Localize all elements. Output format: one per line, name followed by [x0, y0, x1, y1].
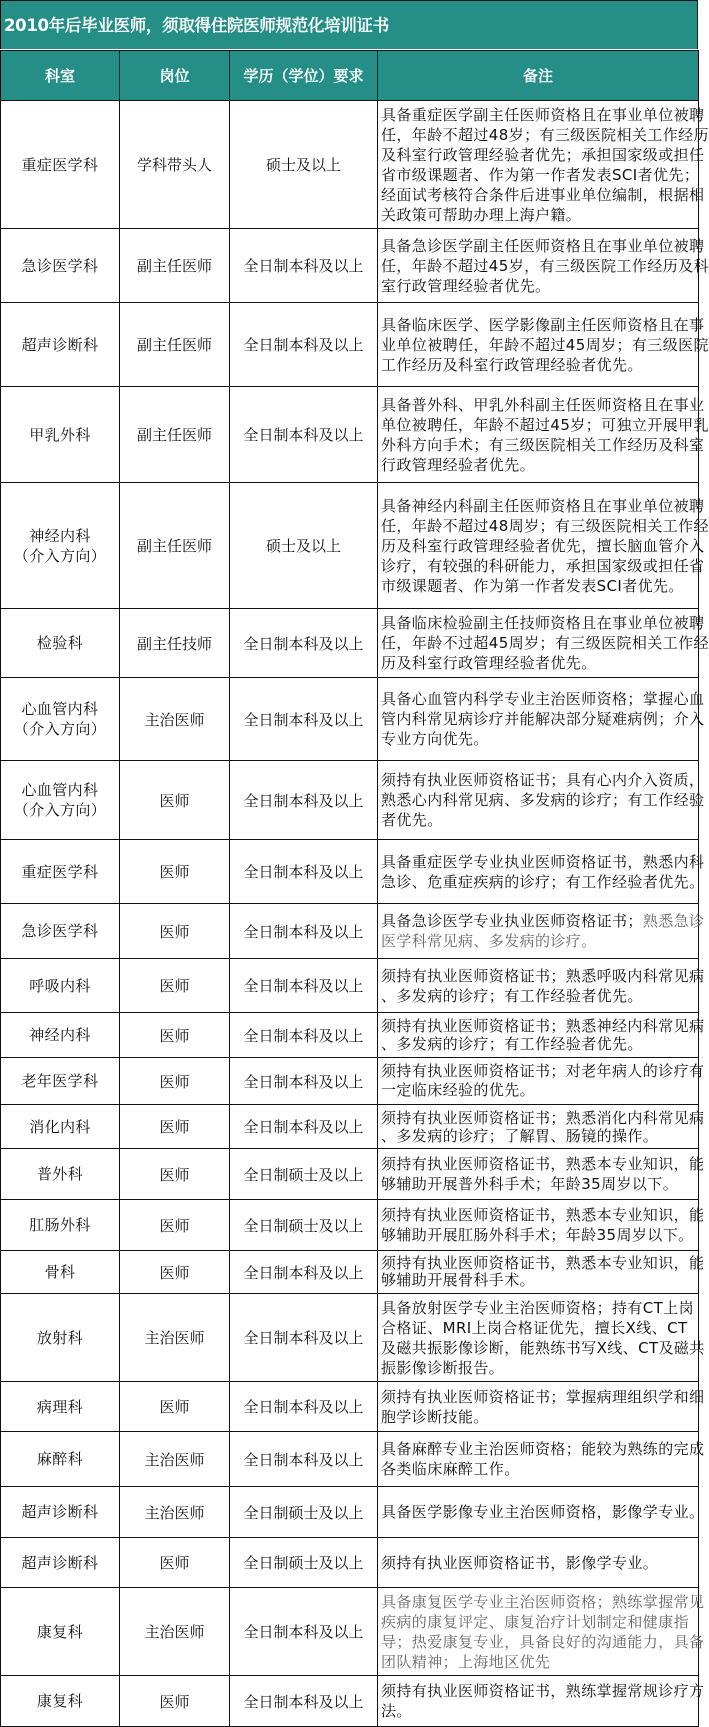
- table-row: [1, 1432, 699, 1487]
- position-cell: 医师: [120, 1058, 230, 1105]
- department-name: 心血管内科: [21, 700, 99, 718]
- department-name: （介入方向）: [13, 720, 107, 738]
- department-name: 甲乳外科: [29, 425, 91, 444]
- department-name: 超声诊断科: [21, 335, 99, 354]
- education-cell: 全日制本科及以上: [230, 840, 378, 904]
- table-row: [1, 229, 699, 303]
- remark-line: 振影像诊断报告。: [381, 1358, 505, 1377]
- position-cell: 主治医师: [120, 1432, 230, 1487]
- remark-cell: [378, 904, 705, 959]
- education-cell: 全日制本科及以上: [230, 1105, 378, 1149]
- department-name: 麻醉科: [36, 1450, 84, 1468]
- table-row: [1, 761, 699, 840]
- remark-line: 须持有执业医师资格证书，影像学专业。: [381, 1553, 659, 1572]
- table-row: [1, 1200, 699, 1251]
- department-name: 康复科: [36, 1692, 84, 1710]
- remark-cell: [378, 840, 705, 904]
- remark-line: 单位被聘任，年龄不超过45岁；可独立开展甲乳: [381, 415, 709, 434]
- table-row: [1, 1294, 699, 1382]
- remark-line: 市级课题者、作为第一作者发表SCI者优先。: [381, 576, 684, 595]
- education-cell: 全日制本科及以上: [230, 1588, 378, 1676]
- department-cell: [1, 1251, 120, 1294]
- remark-cell: [378, 1294, 705, 1382]
- position-cell: 主治医师: [120, 678, 230, 761]
- education-cell: 全日制本科及以上: [230, 387, 378, 483]
- education-cell: 全日制本科及以上: [230, 678, 378, 761]
- table-row: [1, 1251, 699, 1294]
- remark-line: 具备重症医学副主任医师资格且在事业单位被聘: [381, 105, 705, 124]
- remark-line: 具备临床医学、医学影像副主任医师资格且在事: [381, 315, 705, 334]
- remark-line: 法。: [381, 1702, 412, 1720]
- remark-line: 具备急诊医学副主任医师资格且在事业单位被聘: [381, 236, 705, 255]
- position-cell: 副主任医师: [120, 387, 230, 483]
- remark-line: 疾病的康复评定、康复治疗计划制定和健康指: [381, 1612, 690, 1631]
- remark-line: 够辅助开展普外科手术；年龄35周岁以下。: [381, 1175, 679, 1193]
- department-name: 普外科: [36, 1165, 84, 1183]
- department-cell: [1, 678, 120, 761]
- remark-text: 具备急诊医学专业执业医师资格证书；: [381, 912, 643, 930]
- department-cell: [1, 229, 120, 303]
- table-row: [1, 1058, 699, 1105]
- remark-line: 室行政管理经验者优先。: [381, 276, 551, 295]
- department-cell: [1, 1013, 120, 1058]
- department-name: 急诊医学科: [21, 922, 99, 940]
- remark-cell: [378, 1251, 705, 1294]
- department-cell: [1, 959, 120, 1013]
- remark-line: 管内科常见病诊疗并能解决部分疑难病例；介入: [381, 710, 705, 728]
- department-cell: [1, 101, 120, 229]
- education-cell: 硕士及以上: [230, 483, 378, 609]
- remark-line: 团队精神；上海地区优先: [381, 1652, 551, 1671]
- position-cell: 医师: [120, 1382, 230, 1432]
- department-name: 检验科: [36, 634, 84, 652]
- department-name: 重症医学科: [21, 155, 99, 174]
- position-cell: 副主任医师: [120, 483, 230, 609]
- position-cell: 主治医师: [120, 1588, 230, 1676]
- remark-line: 外科方向手术；有三级医院相关工作经历及科室: [381, 435, 705, 454]
- department-name: 康复科: [36, 1622, 84, 1641]
- remark-cell: [378, 1676, 705, 1727]
- remark-line: 各类临床麻醉工作。: [381, 1460, 520, 1478]
- position-cell: 副主任技师: [120, 609, 230, 678]
- remark-text-muted: 医学科常见病、多发病的诊疗。: [381, 932, 597, 950]
- remark-line: 须持有执业医师资格证书；掌握病理组织学和细: [381, 1387, 705, 1406]
- remark-cell: [378, 1013, 705, 1058]
- education-cell: 全日制本科及以上: [230, 761, 378, 840]
- education-cell: 全日制本科及以上: [230, 1294, 378, 1382]
- remark-line: 具备普外科、甲乳外科副主任医师资格且在事业: [381, 395, 705, 414]
- position-cell: 主治医师: [120, 1487, 230, 1538]
- column-header-education: 学历（学位）要求: [230, 51, 378, 101]
- department-name: 心血管内科: [21, 781, 99, 799]
- position-cell: 医师: [120, 1105, 230, 1149]
- remark-line: 急诊、危重症疾病的诊疗；有工作经验者优先。: [381, 872, 705, 891]
- remark-cell: [378, 101, 709, 229]
- department-cell: [1, 1058, 120, 1105]
- position-cell: 副主任医师: [120, 229, 230, 303]
- remark-line: 省市级课题者、作为第一作者发表SCI者优先；: [381, 165, 700, 184]
- department-cell: [1, 303, 120, 387]
- remark-line: 够辅助开展肛肠外科手术；年龄35周岁以下。: [381, 1226, 694, 1244]
- education-cell: 全日制本科及以上: [230, 1013, 378, 1058]
- remark-cell: [378, 387, 709, 483]
- remark-cell: [378, 483, 709, 609]
- remark-line: 具备临床检验副主任技师资格且在事业单位被聘: [381, 614, 705, 632]
- column-header-position: 岗位: [120, 51, 230, 101]
- education-cell: 全日制本科及以上: [230, 1382, 378, 1432]
- remark-line: 及磁共振影像诊断，能熟练书写X线、CT及磁共: [381, 1338, 705, 1357]
- education-cell: 全日制硕士及以上: [230, 1487, 378, 1538]
- department-name: 急诊医学科: [21, 256, 99, 275]
- position-cell: 主治医师: [120, 1294, 230, 1382]
- remark-line: 业单位被聘任，年龄不超过45周岁；有三级医院: [381, 335, 709, 354]
- department-cell: [1, 1487, 120, 1538]
- department-cell: [1, 1588, 120, 1676]
- remark-line: 熟悉心内科常见病、多发病的诊疗；有工作经验: [381, 791, 705, 809]
- remark-line: 须持有执业医师资格证书，熟悉本专业知识，能: [381, 1253, 705, 1272]
- remark-line: 具备医学影像专业主治医师资格，影像学专业。: [381, 1503, 705, 1521]
- department-cell: [1, 1105, 120, 1149]
- remark-cell: [378, 609, 709, 678]
- remark-line: 导；热爱康复专业，具备良好的沟通能力，具备: [381, 1632, 705, 1651]
- education-cell: 全日制本科及以上: [230, 904, 378, 959]
- department-cell: [1, 840, 120, 904]
- position-cell: 医师: [120, 1538, 230, 1588]
- table-row: [1, 840, 699, 904]
- department-name: 病理科: [36, 1397, 84, 1416]
- remark-cell: [378, 1432, 705, 1487]
- table-row: [1, 1105, 699, 1149]
- table-row: [1, 904, 699, 959]
- department-cell: [1, 1200, 120, 1251]
- department-name: 神经内科: [29, 1026, 91, 1044]
- remark-cell: [378, 959, 705, 1013]
- education-cell: 全日制硕士及以上: [230, 1200, 378, 1251]
- remark-line: 须持有执业医师资格证书；熟悉消化内科常见病: [381, 1108, 705, 1127]
- education-cell: 全日制本科及以上: [230, 609, 378, 678]
- position-cell: 医师: [120, 959, 230, 1013]
- table-row: [1, 1588, 699, 1676]
- education-cell: 全日制本科及以上: [230, 229, 378, 303]
- remark-line: 具备麻醉专业主治医师资格；能较为熟练的完成: [381, 1440, 705, 1458]
- education-cell: 全日制本科及以上: [230, 1432, 378, 1487]
- education-cell: 全日制本科及以上: [230, 303, 378, 387]
- education-cell: 全日制本科及以上: [230, 1058, 378, 1105]
- education-cell: 全日制本科及以上: [230, 1251, 378, 1294]
- department-cell: [1, 1382, 120, 1432]
- recruitment-table: [0, 50, 709, 1727]
- department-cell: [1, 1538, 120, 1588]
- table-row: [1, 483, 699, 609]
- remark-line: 须持有执业医师资格证书；具有心内介入资质，: [381, 771, 705, 789]
- remark-line: 须持有执业医师资格证书；熟悉神经内科常见病: [381, 1016, 705, 1035]
- remark-line: 工作经历及科室行政管理经验者优先。: [381, 355, 643, 374]
- department-cell: [1, 483, 120, 609]
- department-cell: [1, 1676, 120, 1727]
- remark-cell: [378, 1487, 705, 1538]
- remark-line: 经面试考核符合条件后进事业单位编制，根据相: [381, 185, 705, 204]
- remark-line: 具备康复医学专业主治医师资格；熟练掌握常见: [381, 1592, 705, 1611]
- education-cell: 全日制本科及以上: [230, 1676, 378, 1727]
- remark-line: 诊疗，有较强的科研能力，承担国家级或担任省: [381, 556, 705, 575]
- remark-line: 、多发病的诊疗；有工作经验者优先。: [381, 986, 643, 1005]
- table-row: [1, 959, 699, 1013]
- remark-line: 者优先。: [381, 811, 443, 829]
- table-row: [1, 1013, 699, 1058]
- remark-line: 须持有执业医师资格证书，熟练掌握常规诊疗方: [381, 1682, 705, 1700]
- column-header-department: 科室: [1, 51, 120, 101]
- table-row: [1, 1149, 699, 1200]
- department-name: 放射科: [36, 1328, 84, 1347]
- remark-line: 具备心血管内科学专业主治医师资格；掌握心血: [381, 690, 705, 708]
- remark-cell: [378, 1200, 705, 1251]
- department-name: （介入方向）: [13, 801, 107, 819]
- remark-line: 任，年龄不超过45岁，有三级医院工作经历及科: [381, 256, 709, 275]
- remark-line: 任，年龄不超过48岁；有三级医院相关工作经历: [381, 125, 709, 144]
- remark-cell: [378, 1588, 705, 1676]
- remark-line: 须持有执业医师资格证书；对老年病人的诊疗有: [381, 1061, 705, 1080]
- position-cell: 医师: [120, 1013, 230, 1058]
- remark-line: 须持有执业医师资格证书；熟悉呼吸内科常见病: [381, 966, 705, 985]
- remark-text-muted: 熟悉急诊: [642, 912, 705, 930]
- remark-cell: [378, 303, 709, 387]
- position-cell: 医师: [120, 840, 230, 904]
- department-name: （介入方向）: [13, 546, 107, 565]
- remark-line: 历及科室行政管理经验者优先。: [381, 654, 597, 672]
- position-cell: 副主任医师: [120, 303, 230, 387]
- remark-line: [381, 911, 705, 931]
- table-row: [1, 1487, 699, 1538]
- remark-line: [381, 931, 698, 951]
- table-row: [1, 101, 699, 229]
- remark-line: 任，年龄不过超45周岁；有三级医院相关工作经: [381, 634, 709, 652]
- department-cell: [1, 1149, 120, 1200]
- remark-line: 关政策可帮助办理上海户籍。: [381, 205, 582, 224]
- department-name: 重症医学科: [21, 862, 99, 881]
- table-row: [1, 387, 699, 483]
- table-row: [1, 1382, 699, 1432]
- remark-line: 、多发病的诊疗；有工作经验者优先。: [381, 1035, 643, 1053]
- table-row: [1, 1676, 699, 1727]
- department-name: 老年医学科: [21, 1072, 99, 1090]
- table-row: [1, 303, 699, 387]
- position-cell: 医师: [120, 1251, 230, 1294]
- department-cell: [1, 609, 120, 678]
- header-row: [1, 51, 699, 101]
- department-name: 骨科: [44, 1263, 76, 1281]
- remark-line: 具备神经内科副主任医师资格且在事业单位被聘: [381, 496, 705, 515]
- department-cell: [1, 761, 120, 840]
- column-header-remarks: 备注: [378, 51, 699, 101]
- department-cell: [1, 1294, 120, 1382]
- table-row: [1, 609, 699, 678]
- department-cell: [1, 904, 120, 959]
- remark-cell: [378, 1105, 705, 1149]
- remark-line: 任，年龄不超过48周岁；有三级医院相关工作经: [381, 516, 709, 535]
- department-name: 超声诊断科: [21, 1553, 99, 1572]
- department-name: 神经内科: [29, 526, 91, 545]
- remark-line: 须持有执业医师资格证书，熟悉本专业知识，能: [381, 1206, 705, 1224]
- remark-cell: [378, 761, 705, 840]
- remark-cell: [378, 1149, 705, 1200]
- remark-line: 一定临床经验的优先。: [381, 1081, 536, 1099]
- table-title: 2010年后毕业医师，须取得住院医师规范化培训证书: [0, 0, 698, 49]
- position-cell: 医师: [120, 1200, 230, 1251]
- department-name: 肛肠外科: [29, 1216, 91, 1234]
- education-cell: 全日制本科及以上: [230, 959, 378, 1013]
- table-row: [1, 678, 699, 761]
- department-cell: [1, 387, 120, 483]
- remark-line: 、多发病的诊疗；了解胃、肠镜的操作。: [381, 1126, 659, 1145]
- remark-line: 专业方向优先。: [381, 730, 489, 748]
- remark-cell: [378, 1538, 699, 1588]
- position-cell: 医师: [120, 761, 230, 840]
- education-cell: 全日制硕士及以上: [230, 1538, 378, 1588]
- department-cell: [1, 1432, 120, 1487]
- remark-line: 具备放射医学专业主治医师资格；持有CT上岗: [381, 1298, 695, 1317]
- remark-cell: [378, 1382, 705, 1432]
- remark-line: 须持有执业医师资格证书，熟悉本专业知识，能: [381, 1155, 705, 1173]
- position-cell: 医师: [120, 904, 230, 959]
- remark-cell: [378, 678, 705, 761]
- department-name: 呼吸内科: [29, 976, 91, 995]
- department-name: 消化内科: [29, 1117, 91, 1136]
- remark-line: 行政管理经验者优先。: [381, 455, 536, 474]
- remark-line: 够辅助开展骨科手术。: [381, 1271, 536, 1289]
- remark-line: 合格证、MRI上岗合格证优先，擅长X线、CT: [381, 1318, 688, 1337]
- department-name: 超声诊断科: [21, 1503, 99, 1521]
- remark-line: 历及科室行政管理经验者优先，擅长脑血管介入: [381, 536, 705, 555]
- remark-cell: [378, 229, 709, 303]
- remark-line: 胞学诊断技能。: [381, 1407, 489, 1426]
- remark-line: 及科室行政管理经验者优先；承担国家级或担任: [381, 145, 705, 164]
- position-cell: 医师: [120, 1676, 230, 1727]
- education-cell: 全日制硕士及以上: [230, 1149, 378, 1200]
- position-cell: 医师: [120, 1149, 230, 1200]
- remark-line: 具备重症医学专业执业医师资格证书，熟悉内科: [381, 852, 705, 871]
- table-row: [1, 1538, 699, 1588]
- position-cell: 学科带头人: [120, 101, 230, 229]
- education-cell: 硕士及以上: [230, 101, 378, 229]
- remark-cell: [378, 1058, 705, 1105]
